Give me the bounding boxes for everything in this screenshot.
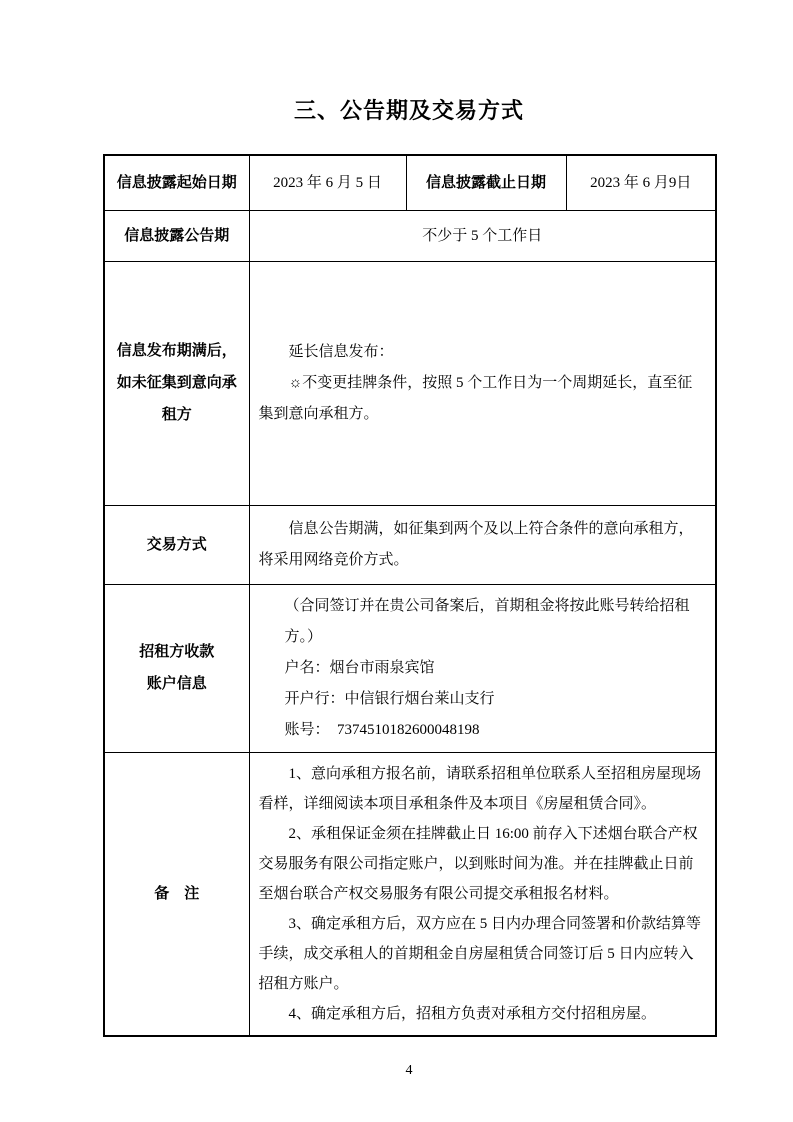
extension-label: 信息发布期满后，如未征集到意向承租方 bbox=[104, 261, 249, 505]
account-note: （合同签订并在贵公司备案后，首期租金将按此账号转给招租方。） bbox=[284, 597, 690, 645]
row-extension bbox=[104, 261, 716, 505]
disclosure-start-label: 信息披露起始日期 bbox=[104, 155, 249, 210]
extension-content bbox=[249, 261, 716, 505]
remark-item-1: 1、意向承租方报名前，请联系招租单位联系人至招租房屋现场看样，详细阅读本项目承租条件及本项目《房屋租赁合同》。 bbox=[258, 765, 702, 812]
account-info-content bbox=[249, 584, 716, 752]
disclosure-end-value: 2023 年 6 月9日 bbox=[566, 155, 716, 210]
row-transaction-method bbox=[104, 505, 716, 584]
transaction-method-label: 交易方式 bbox=[104, 505, 249, 584]
account-number: 账号： 7374510182600048198 bbox=[284, 721, 480, 738]
remark-item-4: 4、确定承租方后，招租方负责对承租方交付招租房屋。 bbox=[288, 1005, 657, 1022]
account-info-label bbox=[104, 584, 249, 752]
row-disclosure-dates bbox=[104, 155, 716, 210]
announcement-period-value: 不少于 5 个工作日 bbox=[249, 210, 716, 261]
extension-paragraph-1: 延长信息发布： bbox=[288, 343, 394, 360]
row-remarks bbox=[104, 752, 716, 1036]
disclosure-end-label: 信息披露截止日期 bbox=[406, 155, 566, 210]
remarks-label: 备 注 bbox=[104, 752, 249, 1036]
disclosure-start-value: 2023 年 6 月 5 日 bbox=[249, 155, 406, 210]
remark-item-3: 3、确定承租方后，双方应在 5 日内办理合同签署和价款结算等手续，成交承租人的首期租金自房屋租赁合同签订后 5 日内应转入招租方账户。 bbox=[258, 915, 702, 992]
account-bank: 开户行：中信银行烟台莱山支行 bbox=[284, 690, 495, 707]
transaction-method-content bbox=[249, 505, 716, 584]
account-info-label-text: 招租方收款账户信息 bbox=[139, 644, 215, 692]
page-title: 三、公告期及交易方式 bbox=[293, 98, 524, 123]
row-announcement-period bbox=[104, 210, 716, 261]
transaction-method-value: 信息公告期满，如征集到两个及以上符合条件的意向承租方，将采用网络竞价方式。 bbox=[258, 520, 694, 568]
account-name: 户名：烟台市雨泉宾馆 bbox=[284, 659, 435, 676]
remarks-content bbox=[249, 752, 716, 1036]
announcement-period-label: 信息披露公告期 bbox=[104, 210, 249, 261]
remark-item-2: 2、承租保证金须在挂牌截止日 16:00 前存入下述烟台联合产权交易服务有限公司指定账户，以到账时间为准。并在挂牌截止日前至烟台联合产权交易服务有限公司提交承租报名材料。 bbox=[258, 825, 698, 902]
extension-paragraph-2: ☼不变更挂牌条件，按照 5 个工作日为一个周期延长，直至征集到意向承租方。 bbox=[258, 374, 693, 422]
announcement-table bbox=[103, 154, 717, 1037]
row-account-info bbox=[104, 584, 716, 752]
page-number: 4 bbox=[405, 1062, 413, 1078]
document-page bbox=[103, 0, 715, 1079]
